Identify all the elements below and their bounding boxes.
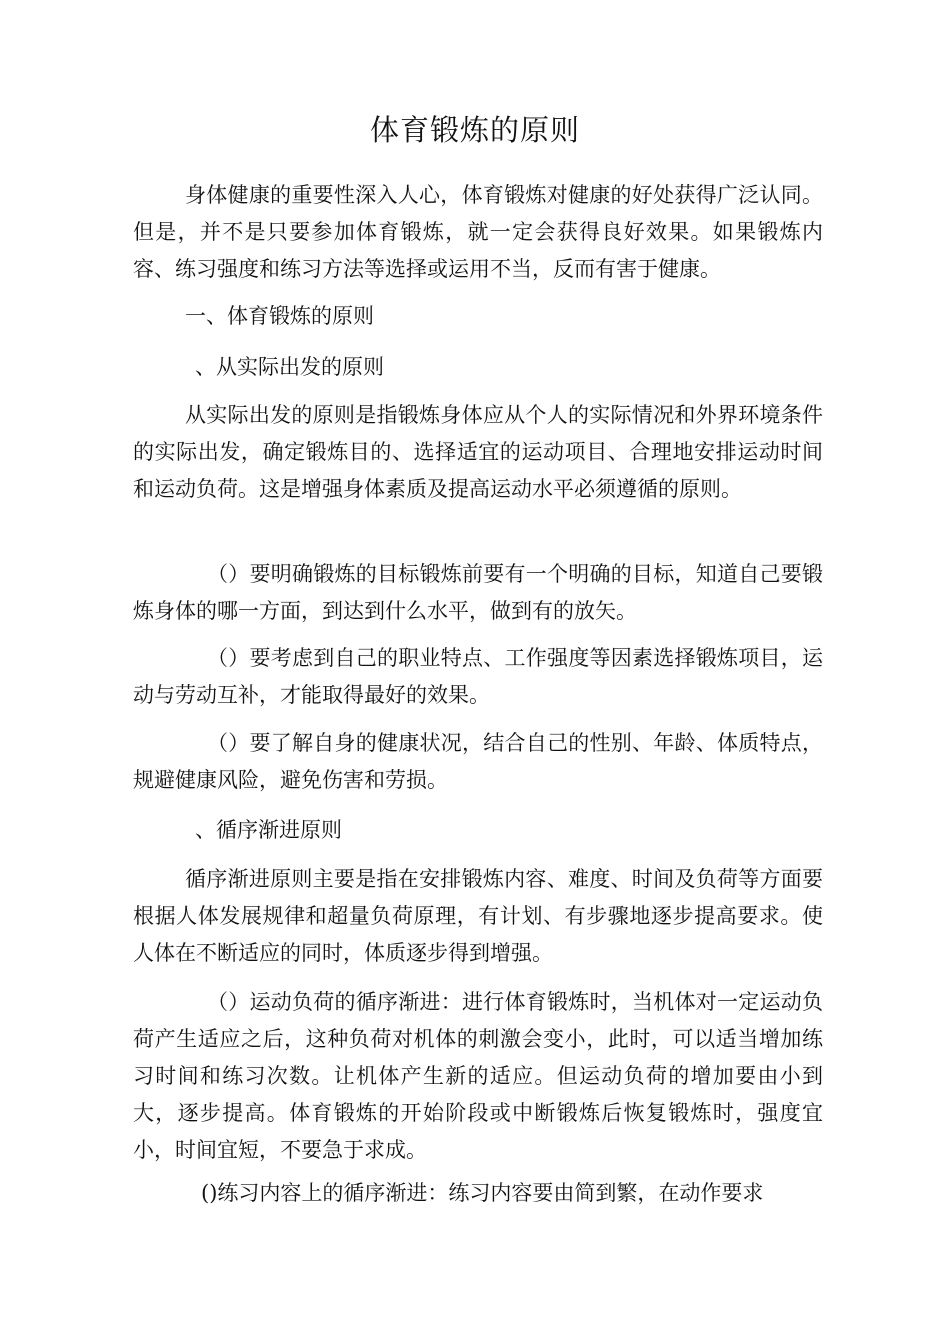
subsection-heading-gradual: 、循序渐进原则 [195,818,342,842]
section-heading: 一、体育锻炼的原则 [185,304,374,328]
intro-paragraph: 身体健康的重要性深入人心，体育锻炼对健康的好处获得广泛认同。但是，并不是只要参加体育锻炼，就一定会获得良好效果。如果锻炼内容、练习强度和练习方法等选择或运用不当，反而有害于健康。 [133,183,823,281]
document-title: 体育锻炼的原则 [369,113,580,147]
gradual-principle-paragraph: 循序渐进原则主要是指在安排锻炼内容、难度、时间及负荷等方面要根据人体发展规律和超量负荷原理，有计划、有步骤地逐步提高要求。使人体在不断适应的同时，体质逐步得到增强。 [133,867,823,965]
gradual-item-load: （）运动负荷的循序渐进：进行体育锻炼时，当机体对一定运动负荷产生适应之后，这种负荷对机体的刺激会变小，此时，可以适当增加练习时间和练习次数。让机体产生新的适应。但运动负荷的增加要由小到大，逐步提高。体育锻炼的开始阶段或中断锻炼后恢复锻炼时，强度宜小，时间宜短，不要急于求成。 [133,990,823,1162]
subsection-heading-practical: 、从实际出发的原则 [195,355,384,379]
practical-item-goal: （）要明确锻炼的目标锻炼前要有一个明确的目标，知道自己要锻炼身体的哪一方面，到达到什么水平，做到有的放矢。 [133,562,823,623]
practical-principle-paragraph: 从实际出发的原则是指锻炼身体应从个人的实际情况和外界环境条件的实际出发，确定锻炼目的、选择适宜的运动项目、合理地安排运动时间和运动负荷。这是增强身体素质及提高运动水平必须遵循的原则。 [133,403,823,501]
practical-item-health: （）要了解自身的健康状况，结合自己的性别、年龄、体质特点，规避健康风险，避免伤害和劳损。 [133,731,823,792]
practical-item-occupation: （）要考虑到自己的职业特点、工作强度等因素选择锻炼项目，运动与劳动互补，才能取得最好的效果。 [133,646,823,707]
gradual-item-content: ()练习内容上的循序渐进：练习内容要由简到繁，在动作要求 [201,1181,764,1205]
